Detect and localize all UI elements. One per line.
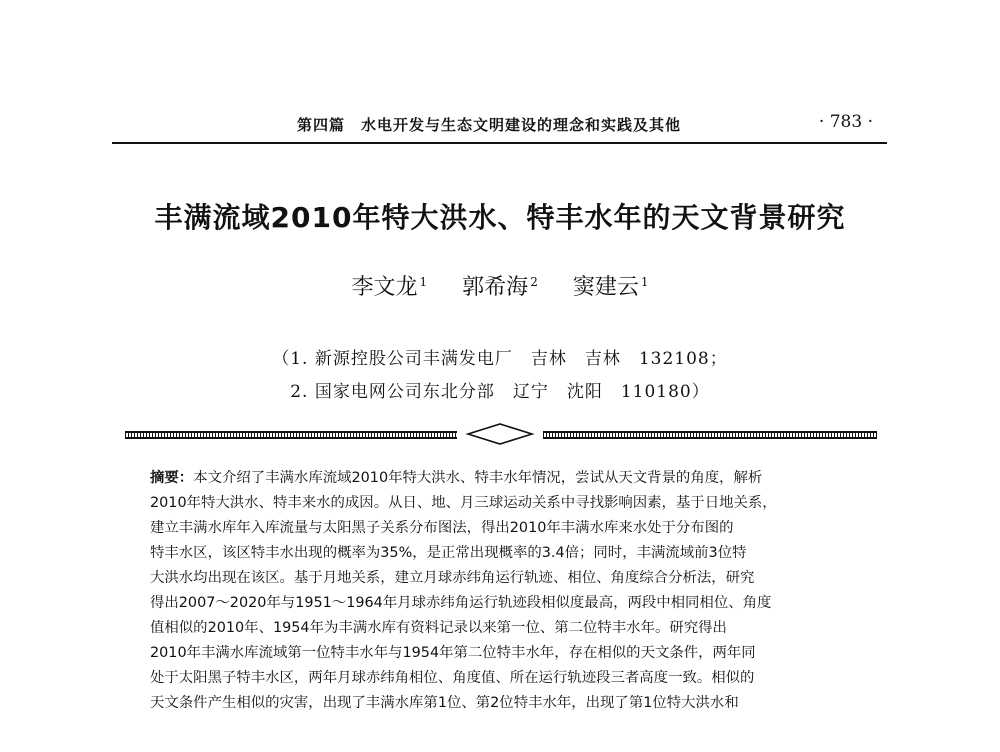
author [352, 275, 428, 300]
author-name: 李文龙 [351, 275, 418, 300]
abstract-line: 2010年特大洪水、特丰来水的成因。从日、地、月三球运动关系中寻找影响因素，基于日地关系， [150, 495, 777, 511]
author-list [0, 270, 1000, 301]
abstract-line: 值相似的2010年、1954年为丰满水库有资料记录以来第一位、第二位特丰水年。研究得出 [150, 620, 727, 636]
abstract-line: 大洪水均出现在该区。基于月地关系，建立月球赤纬角运行轨迹、相位、角度综合分析法，研究 [150, 570, 755, 586]
divider-bar-right [543, 431, 877, 439]
abstract [150, 466, 850, 716]
running-header [112, 108, 887, 144]
abstract-line [150, 466, 850, 491]
divider-bar-left [125, 431, 457, 439]
author [462, 275, 538, 300]
abstract-line: 得出2007～2020年与1951～1964年月球赤纬角运行轨迹段相似度最高，两段中相同相位、角度 [150, 595, 772, 611]
page-number: · 783 · [818, 112, 873, 132]
abstract-line: 2010年丰满水库流域第一位特丰水年与1954年第二位特丰水年，存在相似的天文条件，两年同 [150, 645, 756, 661]
abstract-line: 建立丰满水库年入库流量与太阳黑子关系分布图法，得出2010年丰满水库来水处于分布图的 [150, 520, 734, 536]
author [573, 275, 649, 300]
abstract-line: 处于太阳黑子特丰水区，两年月球赤纬角相位、角度值、所在运行轨迹段三者高度一致。相似的 [150, 670, 755, 686]
author-name: 窦建云 [572, 275, 639, 300]
diamond-ornament-icon [465, 422, 535, 446]
abstract-line: 天文条件产生相似的灾害，出现了丰满水库第1位、第2位特丰水年，出现了第1位特大洪水和 [150, 695, 739, 711]
abstract-line: 特丰水区，该区特丰水出现的概率为35%，是正常出现概率的3.4倍；同时，丰满流域前3位特 [150, 545, 747, 561]
author-affiliation-mark: 1 [640, 274, 649, 289]
abstract-label: 摘要： [150, 470, 194, 486]
author-name: 郭希海 [462, 275, 529, 300]
author-affiliation-mark: 1 [419, 274, 428, 289]
section-divider [125, 422, 877, 446]
affiliation-line: （1. 新源控股公司丰满发电厂 吉林 吉林 132108； [272, 349, 728, 369]
affiliation-line: 2. 国家电网公司东北分部 辽宁 沈阳 110180） [290, 382, 710, 402]
paper-title: 丰满流域2010年特大洪水、特丰水年的天文背景研究 [154, 201, 846, 234]
running-title: 第四篇 水电开发与生态文明建设的理念和实践及其他 [297, 116, 682, 134]
abstract-text: 本文介绍了丰满水库流域2010年特大洪水、特丰水年情况，尝试从天文背景的角度，解析 [193, 470, 763, 486]
author-affiliation-mark: 2 [530, 274, 538, 289]
